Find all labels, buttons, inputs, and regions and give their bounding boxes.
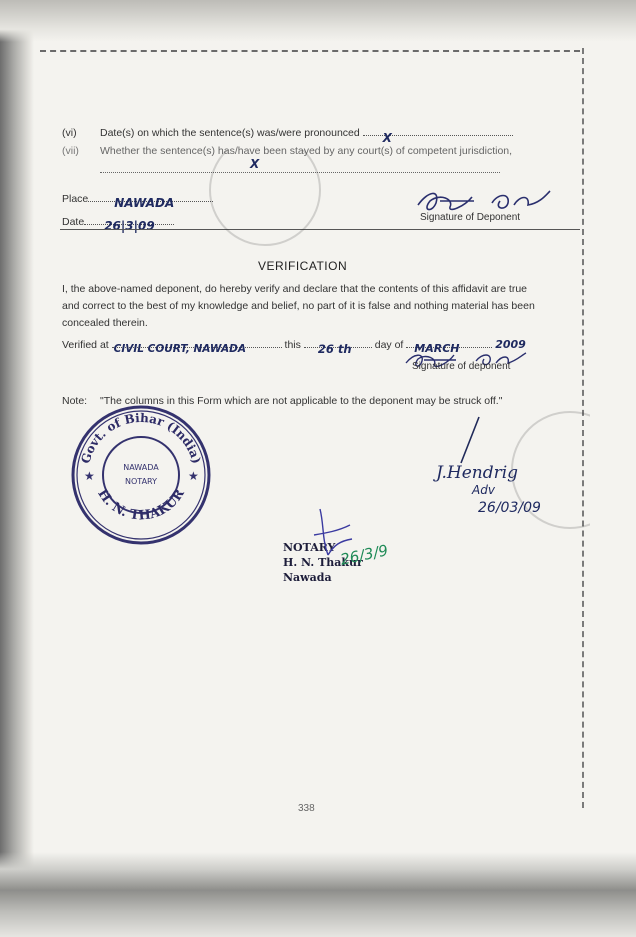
place-label: Place xyxy=(62,193,89,205)
note-text: "The columns in this Form which are not applicable to the deponent may be struck off." xyxy=(100,395,503,407)
verification-line-1: I, the above-named deponent, do hereby verify and declare that the contents of this affidavit are true xyxy=(62,283,528,295)
notary-stamp-line-3: Nawada xyxy=(283,571,332,584)
date-label: Date xyxy=(62,216,85,228)
note-label: Note: xyxy=(62,395,88,407)
year-value: 2009 xyxy=(495,338,526,351)
advocate-title: Adv xyxy=(472,483,495,497)
seal-bottom-text: H. N. THAKUR xyxy=(94,486,188,524)
page-border-top xyxy=(40,50,580,52)
scan-shadow-left xyxy=(0,0,34,937)
svg-text:Govt. of Bihar (India) xyxy=(78,411,203,465)
place-value: NAWADA xyxy=(114,196,175,210)
notary-stamp-line-2: H. N. Thakur xyxy=(283,556,363,569)
svg-text:★: ★ xyxy=(188,469,199,483)
seal-top-text: Govt. of Bihar (India) xyxy=(78,410,204,466)
notary-stamp-line-1: NOTARY xyxy=(283,541,336,554)
item-vi-answer: X xyxy=(382,131,392,145)
deponent-signature-caption: Signature of Deponent xyxy=(420,212,521,223)
seal-center-top: NAWADA xyxy=(123,463,159,472)
verified-at-value: CIVIL COURT, NAWADA xyxy=(113,343,247,355)
item-vi-number: (vi) xyxy=(62,127,77,139)
seal-center-bottom: NOTARY xyxy=(125,477,157,486)
verified-at-label: Verified at xyxy=(62,339,109,351)
verification-title: VERIFICATION xyxy=(258,259,348,273)
verification-line-2: and correct to the best of my knowledge and belief, no part of it is false and nothing material has been xyxy=(62,300,535,312)
svg-text:H. N. THAKUR xyxy=(94,487,187,524)
advocate-slash xyxy=(455,415,485,465)
date-value: 26|3|09 xyxy=(104,219,155,233)
scan-shadow-top xyxy=(0,0,636,42)
item-vii-answer: X xyxy=(250,157,260,171)
verification-line-3: concealed therein. xyxy=(62,317,148,329)
item-vii-label: Whether the sentence(s) has/have been stayed by any court(s) of competent jurisdiction, xyxy=(100,145,513,157)
item-vi-label: Date(s) on which the sentence(s) was/were pronounced xyxy=(100,127,360,139)
advocate-date: 26/03/09 xyxy=(478,500,541,516)
page-number: 338 xyxy=(298,803,315,814)
this-label: this xyxy=(284,339,301,351)
day-of-label: day of xyxy=(374,339,404,351)
place-row xyxy=(62,193,213,210)
item-vi xyxy=(62,127,77,139)
scan-shadow-bottom xyxy=(0,852,636,937)
item-vi-line xyxy=(100,127,513,145)
item-vii xyxy=(62,145,79,157)
verification-signature-caption: Signature of deponent xyxy=(412,361,511,372)
advocate-name: J.Hendrig xyxy=(436,463,519,483)
govt-seal xyxy=(66,400,216,550)
item-vii-number: (vii) xyxy=(62,145,79,157)
notary-handwritten-date: 26/3/9 xyxy=(338,541,390,569)
date-row xyxy=(62,216,174,233)
ghost-stamp-top xyxy=(195,150,335,250)
day-value: 26 th xyxy=(317,342,352,356)
svg-text:★: ★ xyxy=(84,469,95,483)
month-value: MARCH xyxy=(414,342,460,355)
